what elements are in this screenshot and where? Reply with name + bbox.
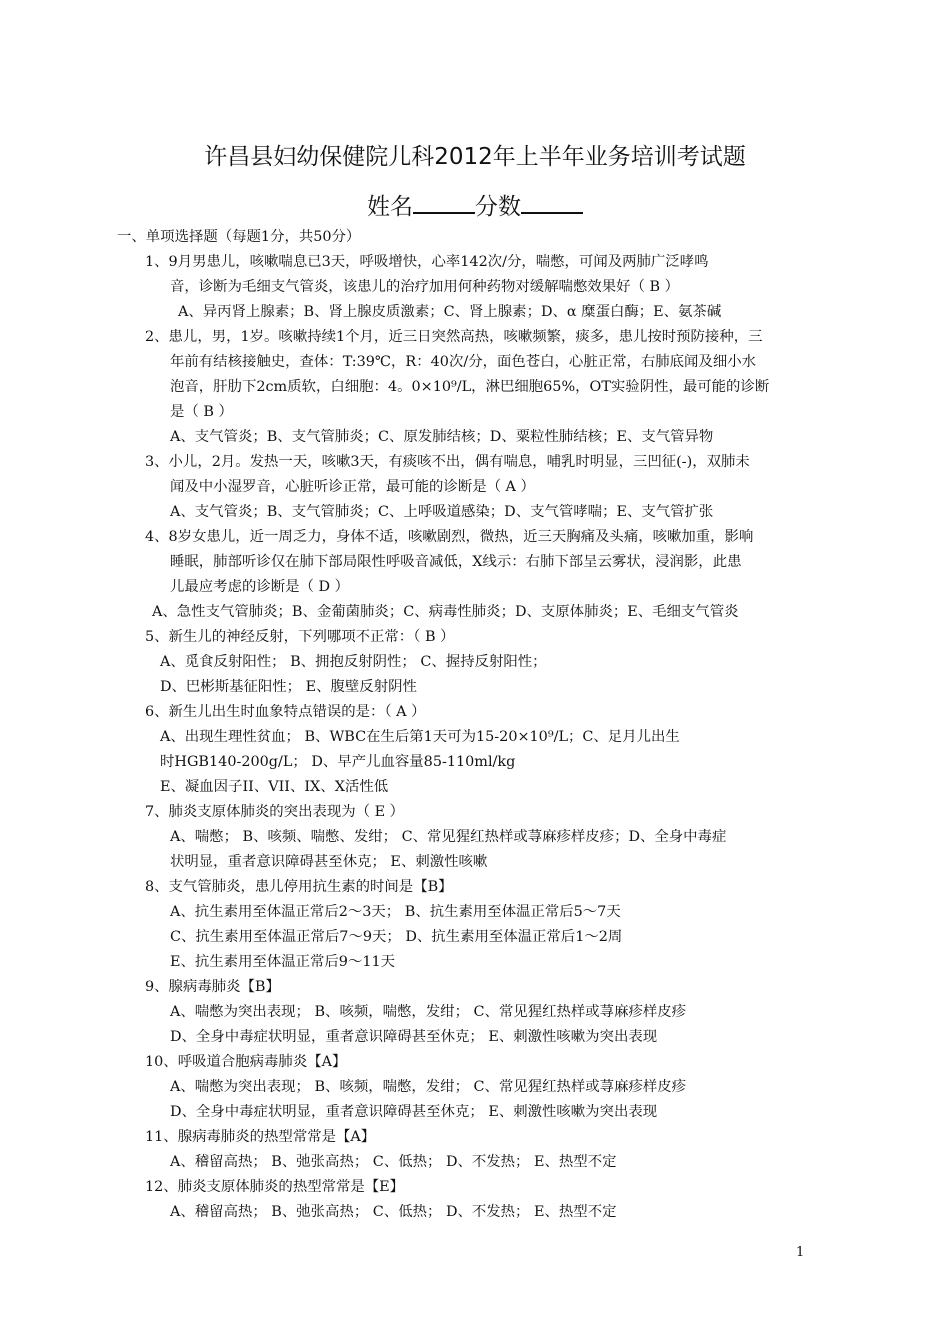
text-line: E、凝血因子II、VII、IX、X活性低 <box>160 779 389 795</box>
text-line: 儿最应考虑的诊断是（ D ） <box>170 579 349 595</box>
text-line: 2、患儿，男，1岁。咳嗽持续1个月，近三日突然高热，咳嗽频繁，痰多，患儿按时预防接种，三 <box>145 329 763 345</box>
text-line: A、急性支气管肺炎；B、金葡菌肺炎；C、病毒性肺炎；D、支原体肺炎；E、毛细支气管炎 <box>152 604 739 620</box>
page-title: 许昌县妇幼保健院儿科2012年上半年业务培训考试题 <box>204 144 746 170</box>
text-line: A、喘憋； B、咳频、喘憋、发绀； C、常见猩红热样或荨麻疹样皮疹；D、全身中毒症 <box>170 829 727 845</box>
text-line: 9、腺病毒肺炎【B】 <box>145 979 280 995</box>
text-line: 年前有结核接触史，查体：T:39℃，R：40次/分，面色苍白，心脏正常，右肺底闻及细小水 <box>170 354 757 370</box>
text-line: 泡音，肝肋下2cm质软，白细胞：4。0×10⁹/L，淋巴细胞65%，OT实验阴性，最可能的诊断 <box>170 379 770 395</box>
text-line: 6、新生儿出生时血象特点错误的是：（ A ） <box>145 704 426 720</box>
text-line: 4、8岁女患儿，近一周乏力，身体不适，咳嗽剧烈，微热，近三天胸痛及头痛，咳嗽加重，影响 <box>145 529 754 545</box>
score-blank <box>521 192 583 214</box>
text-line: A、觅食反射阳性； B、拥抱反射阴性； C、握持反射阳性； <box>160 654 547 670</box>
text-line: 闻及中小湿罗音，心脏听诊正常，最可能的诊断是（ A ） <box>170 479 535 495</box>
text-line: A、出现生理性贫血； B、WBC在生后第1天可为15-20×10⁹/L；C、足月儿出生 <box>160 729 680 745</box>
text-line: 8、支气管肺炎，患儿停用抗生素的时间是【B】 <box>145 879 453 895</box>
page-number: 1 <box>796 1245 805 1260</box>
text-line: A、喘憋为突出表现； B、咳频，喘憋，发绀； C、常见猩红热样或荨麻疹样皮疹 <box>170 1004 687 1020</box>
text-line: 5、新生儿的神经反射，下列哪项不正常：（ B ） <box>145 629 455 645</box>
text-line: A、稽留高热； B、弛张高热； C、低热； D、不发热； E、热型不定 <box>170 1154 617 1170</box>
text-line: 12、肺炎支原体肺炎的热型常常是【E】 <box>145 1179 405 1195</box>
text-line: 睡眠，肺部听诊仅在肺下部局限性呼吸音减低，X线示：右肺下部呈云雾状，浸润影，此患 <box>170 554 742 570</box>
text-line: D、全身中毒症状明显，重者意识障碍甚至休克； E、刺激性咳嗽为突出表现 <box>170 1029 658 1045</box>
text-line: 一、单项选择题（每题1分，共50分） <box>117 229 361 245</box>
name-blank <box>413 192 475 214</box>
text-line: A、喘憋为突出表现； B、咳频，喘憋，发绀； C、常见猩红热样或荨麻疹样皮疹 <box>170 1079 687 1095</box>
text-line: 3、小儿，2月。发热一天，咳嗽3天，有痰咳不出，偶有喘息，哺乳时明显，三凹征(-)，双肺未 <box>145 454 750 470</box>
text-line: 音，诊断为毛细支气管炎，该患儿的治疗加用何种药物对缓解喘憋效果好（ B ） <box>170 279 680 295</box>
text-line: C、抗生素用至体温正常后7～9天； D、抗生素用至体温正常后1～2周 <box>170 929 623 945</box>
text-line: 时HGB140-200g/L； D、早产儿血容量85-110ml/kg <box>160 754 516 770</box>
text-line: A、稽留高热； B、弛张高热； C、低热； D、不发热； E、热型不定 <box>170 1204 617 1220</box>
text-line: 7、肺炎支原体肺炎的突出表现为（ E ） <box>145 804 405 820</box>
text-line: A、抗生素用至体温正常后2～3天； B、抗生素用至体温正常后5～7天 <box>170 904 621 920</box>
text-line: 状明显，重者意识障碍甚至休克； E、刺激性咳嗽 <box>170 854 488 870</box>
text-line: A、支气管炎；B、支气管肺炎；C、上呼吸道感染；D、支气管哮喘；E、支气管扩张 <box>170 504 714 520</box>
text-line: D、巴彬斯基征阳性； E、腹壁反射阴性 <box>160 679 417 695</box>
text-line: 11、腺病毒肺炎的热型常常是【A】 <box>145 1129 376 1145</box>
name-score-line <box>0 188 950 221</box>
text-line: D、全身中毒症状明显，重者意识障碍甚至休克； E、刺激性咳嗽为突出表现 <box>170 1104 658 1120</box>
text-line: E、抗生素用至体温正常后9～11天 <box>170 954 396 970</box>
text-line: 1、9月男患儿，咳嗽喘息已3天，呼吸增快，心率142次/分，喘憋，可闻及两肺广泛哮鸣 <box>145 254 709 270</box>
text-line: 是（ B ） <box>170 404 233 420</box>
text-line: A、支气管炎；B、支气管肺炎；C、原发肺结核；D、粟粒性肺结核；E、支气管异物 <box>170 429 714 445</box>
name-label: 姓名 <box>367 194 413 220</box>
text-line: A、异丙肾上腺素；B、肾上腺皮质激素；C、肾上腺素；D、α 糜蛋白酶；E、氨茶碱 <box>178 304 722 320</box>
score-label: 分数 <box>475 194 521 220</box>
text-line: 10、呼吸道合胞病毒肺炎【A】 <box>145 1054 347 1070</box>
